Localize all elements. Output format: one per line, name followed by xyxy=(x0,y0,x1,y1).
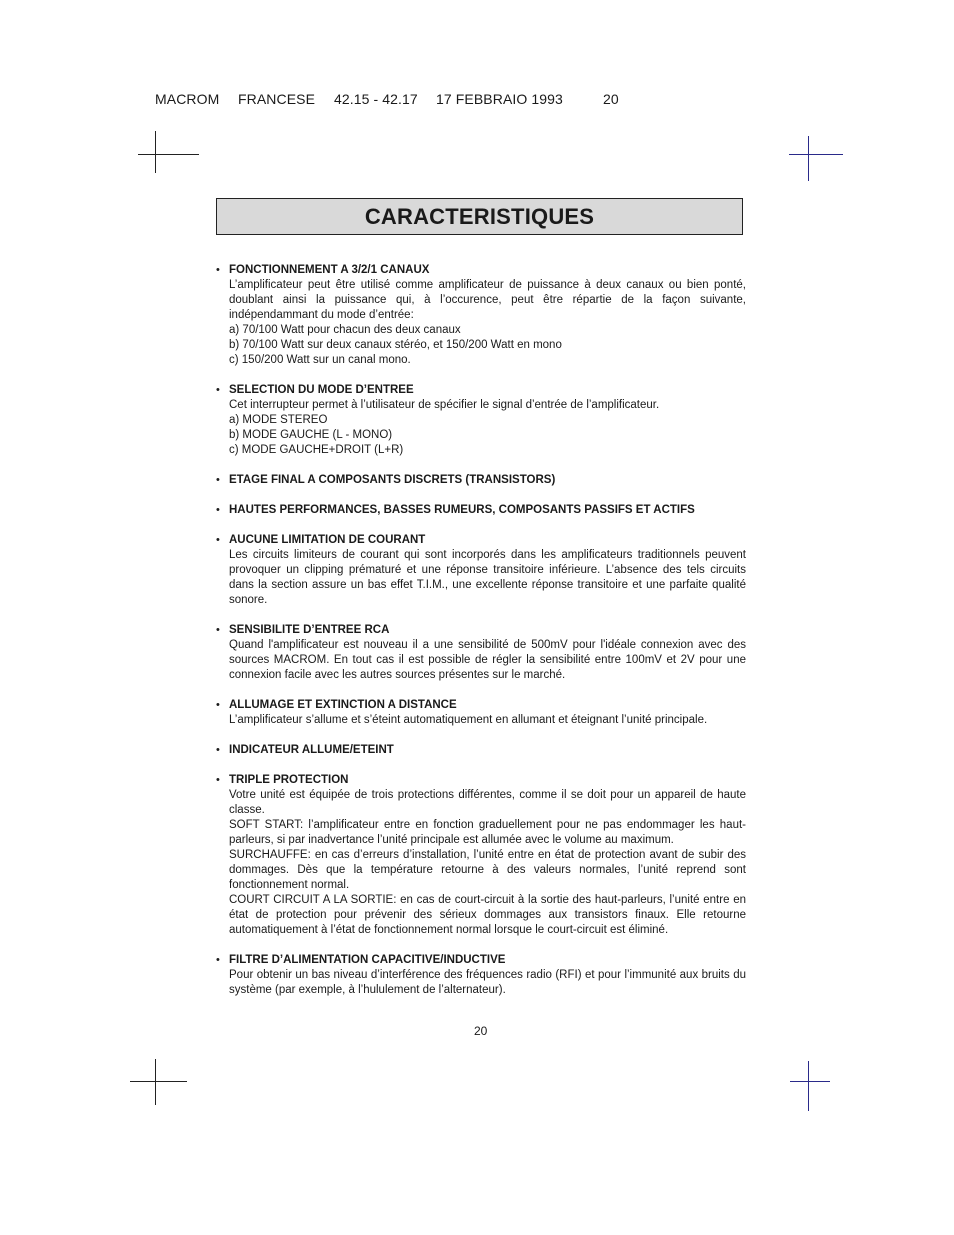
title-box xyxy=(216,198,743,235)
bullet: • xyxy=(216,954,220,966)
section-paragraph: COURT CIRCUIT A LA SORTIE: en cas de court-circuit à la sortie des haut-parleurs, l’unité entre en état de protection pour prévenir des sérieux dommages aux transistors finaux. Elle retourne automatiquement à l’état de fonctionnement normal lorsque le court-circuit est éliminé. xyxy=(229,894,746,936)
header-page: 20 xyxy=(603,91,619,107)
feature-section xyxy=(216,473,746,488)
bullet: • xyxy=(216,534,220,546)
section-paragraph: L’amplificateur s’allume et s’éteint automatiquement en allumant et éteignant l’unité principale. xyxy=(229,714,708,726)
section-paragraph: L’amplificateur peut être utilisé comme amplificateur de puissance à deux canaux ou bien ponté, doublant ainsi la puissance qui, à l’occurence, peut être répartie de la façon suivante, indépendammant du mode d’entrée: xyxy=(229,279,746,321)
feature-section xyxy=(216,533,746,608)
bullet: • xyxy=(216,744,220,756)
feature-section xyxy=(216,623,746,683)
section-title: SENSIBILITE D’ENTREE RCA xyxy=(229,624,390,636)
feature-section xyxy=(216,698,746,728)
section-list-item: b) MODE GAUCHE (L - MONO) xyxy=(229,429,393,441)
features-list xyxy=(216,263,746,1013)
section-title: FILTRE D’ALIMENTATION CAPACITIVE/INDUCTIVE xyxy=(229,954,506,966)
header-brand: MACROM xyxy=(155,91,220,107)
page-number: 20 xyxy=(474,1024,488,1038)
bullet: • xyxy=(216,774,220,786)
feature-section xyxy=(216,503,746,518)
bullet: • xyxy=(216,264,220,276)
section-paragraph: Quand l'amplificateur est nouveau il a une sensibilité de 500mV pour l'idéale connexion avec des sources MACROM. En tout cas il est possible de régler la sensibilité entre 100mV et 2V pour une connexion facile avec les autres sources présentes sur le marché. xyxy=(229,639,746,681)
section-paragraph: Cet interrupteur permet à l’utilisateur de spécifier le signal d’entrée de l’amplificateur. xyxy=(229,399,660,411)
header-language: FRANCESE xyxy=(238,91,316,107)
feature-section xyxy=(216,953,746,998)
section-paragraph: Les circuits limiteurs de courant qui sont incorporés dans les amplificateurs traditionnels peuvent provoquer un clipping prématuré et une réponse transitoire inférieure. L’absence des tels circuits dans la section assure un bas effet T.I.M., une excellente réponse transitoire et une parfaite qualité sonore. xyxy=(229,549,746,606)
header-model: 42.15 - 42.17 xyxy=(334,91,418,107)
bullet: • xyxy=(216,474,220,486)
section-title: HAUTES PERFORMANCES, BASSES RUMEURS, COMPOSANTS PASSIFS ET ACTIFS xyxy=(229,504,695,516)
section-paragraph: Pour obtenir un bas niveau d’interférence des fréquences radio (RFI) et pour l’immunité aux bruits du système (par exemple, à l’hululement de l’alternateur). xyxy=(229,969,746,996)
section-list-item: b) 70/100 Watt sur deux canaux stéréo, et 150/200 Watt en mono xyxy=(229,339,562,351)
header-date: 17 FEBBRAIO 1993 xyxy=(436,91,563,107)
section-paragraph: SURCHAUFFE: en cas d’erreurs d’installation, l’unité entre en état de protection avant de subir des dommages. Dès que la température retourne à des valeurs normales, l’unité reprend sont fonctionnement normal. xyxy=(229,849,746,891)
section-paragraph: SOFT START: l’amplificateur entre en fonction graduellement pour ne pas endommager les haut-parleurs, si par inadvertance l’unité principale est allumée avec le volume au maximum. xyxy=(229,819,746,846)
section-title: ALLUMAGE ET EXTINCTION A DISTANCE xyxy=(229,699,457,711)
bullet: • xyxy=(216,699,220,711)
section-list-item: c) 150/200 Watt sur un canal mono. xyxy=(229,354,411,366)
bullet: • xyxy=(216,624,220,636)
section-list-item: a) MODE STEREO xyxy=(229,414,328,426)
feature-section xyxy=(216,743,746,758)
section-title: ETAGE FINAL A COMPOSANTS DISCRETS (TRANSISTORS) xyxy=(229,474,556,486)
feature-section xyxy=(216,383,746,458)
section-paragraph: Votre unité est équipée de trois protections différentes, comme il se doit pour un appareil de haute classe. xyxy=(229,789,746,816)
section-title: TRIPLE PROTECTION xyxy=(229,774,349,786)
section-title: SELECTION DU MODE D’ENTREE xyxy=(229,384,414,396)
section-list-item: a) 70/100 Watt pour chacun des deux canaux xyxy=(229,324,461,336)
section-list-item: c) MODE GAUCHE+DROIT (L+R) xyxy=(229,444,404,456)
feature-section xyxy=(216,263,746,368)
section-title: AUCUNE LIMITATION DE COURANT xyxy=(229,534,426,546)
bullet: • xyxy=(216,384,220,396)
bullet: • xyxy=(216,504,220,516)
feature-section xyxy=(216,773,746,938)
page-title: CARACTERISTIQUES xyxy=(364,203,595,229)
section-title: FONCTIONNEMENT A 3/2/1 CANAUX xyxy=(229,264,430,276)
section-title: INDICATEUR ALLUME/ETEINT xyxy=(229,744,394,756)
